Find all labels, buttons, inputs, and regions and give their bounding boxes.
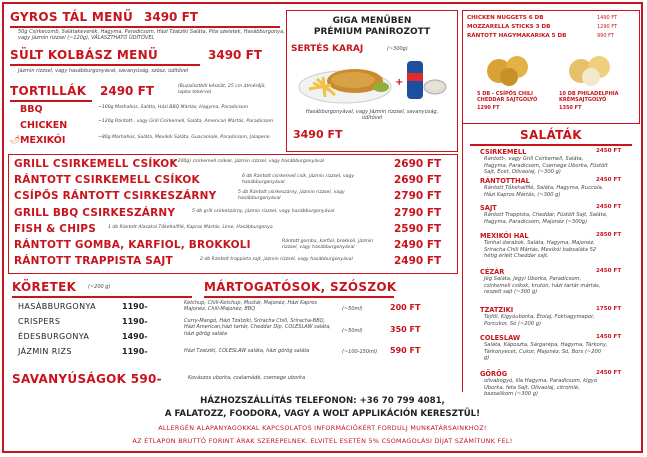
main-4-desc: 5 db grill csirkeszárny, jázmin rizzsel, vagy hasábburgonyával	[192, 209, 335, 214]
salad-4-price: 2850 FT	[596, 232, 622, 238]
giga-menu-box	[286, 10, 458, 152]
snacks-box	[462, 10, 640, 124]
main-5-desc: 1 db Rántott Alaszkai Tőkehalfilé, Kapros Mártás, Lime, Hasábburgonya	[108, 225, 273, 230]
chili-icon: 🌶	[10, 135, 21, 144]
delivery-apps: A FALATOZZ, FOODORA, VAGY A WOLT APPLIKÁCIÓN KERESZTÜL!	[164, 409, 481, 419]
main-7-desc: 2 db Rántott trappista sajt, jázmin rizzsel, vagy hasábburgonyával	[200, 257, 353, 262]
main-5-price: 2590 FT	[394, 223, 442, 235]
philly-price: 1350 FT	[559, 105, 582, 111]
tortilla-note: (Buzalisztből készült, 25 cm átmérőjű, lapba tekerve)	[178, 84, 266, 95]
tortilla-price: 2490 FT	[100, 84, 154, 98]
snack-1-name: CHICKEN NUGGETS 6 DB	[467, 15, 544, 21]
main-1-desc: (~200g) csirkemell csíkok, jázmin rizzsel, vagy hasábburgonyával	[172, 159, 324, 164]
snack-1-price: 1490 FT	[597, 15, 618, 21]
giga-weight: (~300g)	[387, 46, 408, 52]
main-2-price: 2690 FT	[394, 174, 442, 186]
gyros-price: 3490 FT	[144, 10, 198, 24]
salad-5-desc: Jég Saláta, Jégyi Uborka, Paradicsom, csirkemell csíkok, kruton, házi tartár mártás, reszelt sajt (~300 g)	[484, 276, 601, 296]
sauce-1-price: 200 FT	[390, 303, 421, 312]
sauce-2-weight: (~50ml)	[342, 328, 363, 334]
sauce-3-desc: Házi Tzatziki, COLESLAW saláta, házi görög saláta	[184, 348, 310, 354]
salad-2-price: 2450 FT	[596, 177, 622, 183]
gyros-title: GYROS TÁL MENÜ	[10, 10, 134, 24]
salad-8-desc: olívabogyó, lila Hagyma, Paradicsom, kígyó Uborka, feta Sajt, Olívaolaj, citromlé, bazsalikom (~300 g)	[484, 378, 598, 398]
koretek-title: KÖRETEK	[12, 280, 77, 294]
salad-6-price: 1750 FT	[596, 306, 622, 312]
savanyu-title: SAVANYÚSÁGOK 590-	[12, 372, 162, 386]
snack-2-price: 1290 FT	[597, 24, 618, 30]
cream-cheese-balls-image	[563, 47, 623, 87]
koretek-underline	[12, 296, 192, 298]
sauce-3-weight: (~100-150ml)	[342, 349, 378, 355]
main-1-price: 2690 FT	[394, 158, 442, 170]
salad-7-desc: Saláta, Káposzta, Sárgarépa, Hagyma, Tárkony, Tárkonyecet, Cukor, Majonéz, Só, Bors (~200 g)	[484, 342, 608, 362]
snack-3-price: 990 FT	[597, 33, 614, 39]
giga-price: 3490 FT	[293, 128, 343, 141]
salad-2-name: RÁNTOTTHAL	[480, 177, 530, 185]
tortilla-chicken-name: CHICKEN	[20, 120, 68, 131]
side-2-name: CRISPERS	[18, 317, 61, 326]
giga-plus: +	[395, 77, 404, 88]
salad-1-name: CSIRKEMELL	[480, 148, 527, 156]
allergen-note: ALLERGÉN ALAPANYAGOKKAL KAPCSOLATOS INFORMÁCIÓKÉRT FORDULJ MUNKATÁRSAINKHOZ!	[158, 424, 487, 432]
tortilla-bbq-name: BBQ	[20, 104, 43, 115]
main-4-name: GRILL BBQ CSIRKESZÁRNY	[14, 207, 176, 219]
philly-name: 10 DB PHILADELPHIA KRÉMSAJTGOLYÓ	[559, 91, 619, 103]
snack-2-name: MOZZARELLA STICKS 3 DB	[467, 24, 551, 30]
salad-3-name: SAJT	[480, 204, 497, 212]
giga-title-3: SERTÉS KARAJ	[291, 44, 364, 54]
kolbasz-title: SÜLT KOLBÁSZ MENÜ	[10, 48, 158, 62]
price-note: AZ ÉTLAPON BRUTTÓ FORINT ÁRAK SZEREPELNEK. ELVITEL ESETÉN 5% CSOMAGOLÁSI DÍJAT SZÁMÍTUNK FEL!	[132, 437, 513, 445]
salad-6-name: TZATZIKI	[480, 306, 514, 314]
tortilla-bbq-desc: ~100g Marhahús, Saláta, Házi BBQ Mártás, Hagyma, Paradicsom	[98, 105, 249, 110]
menu-frame	[2, 2, 643, 453]
delivery-phone: HÁZHOZSZÁLLÍTÁS TELEFONON: +36 70 799 4081,	[200, 396, 445, 406]
main-3-desc: 5 db Rántott csirkeszárny, jázmin rizzsel, vagy hasábburgonyával	[238, 190, 345, 201]
schnitzel-plate-image	[295, 55, 449, 105]
kolbasz-price: 3490 FT	[208, 48, 262, 62]
main-4-price: 2790 FT	[394, 207, 442, 219]
sauces-underline	[204, 296, 394, 298]
kolbasz-desc: Jázmin rizzsel, vagy hasábburgonyával, savanyúság, szósz, üdítővel	[18, 68, 189, 74]
main-1-name: GRILL CSIRKEMELL CSÍKOK	[14, 158, 178, 170]
sauce-3-price: 590 FT	[390, 346, 421, 355]
side-3-name: ÉDESBURGONYA	[18, 332, 90, 341]
salad-8-name: GÖRÖG	[480, 370, 508, 378]
kolbasz-underline	[10, 64, 200, 66]
main-5-name: FISH & CHIPS	[14, 223, 96, 235]
sauce-2-price: 350 FT	[390, 325, 421, 334]
main-6-name: RÁNTOTT GOMBA, KARFIOL, BROKKOLI	[14, 239, 251, 251]
salad-5-price: 2450 FT	[596, 268, 622, 274]
salad-8-price: 2450 FT	[596, 370, 622, 376]
giga-title-2: PRÉMIUM PANÍROZOTT	[313, 27, 431, 37]
main-3-name: CSÍPŐS RÁNTOTT CSIRKESZÁRNY	[14, 190, 217, 202]
tortilla-title: TORTILLÁK	[10, 84, 87, 98]
salads-underline	[470, 144, 632, 146]
side-1-name: HASÁBBURGONYA	[18, 302, 96, 311]
salad-6-desc: Tejföl, Kígyóuborka, Étolaj, Fokhagymapor, Porcukor, Só (~200 g)	[484, 314, 595, 327]
jalapeno-price: 1290 FT	[477, 105, 500, 111]
salad-7-price: 1450 FT	[596, 334, 622, 340]
salad-5-name: CÉZÁR	[480, 268, 505, 276]
side-4-name: JÁZMIN RIZS	[18, 347, 72, 356]
jalapeno-name: 5 DB - CSÍPŐS CHILI CHEDDAR SAJTGOLYÓ	[477, 91, 538, 103]
gyros-desc: 50g Csirkecomb, Salátakeverék, Hagyma, Paradicsom, Házi Tzatziki Saláta, Pita szeletek, Hasábburgonya, vagy jázmin rizzsel (~120g), VÁLASZTHATÓ ÜDÍTŐVEL	[18, 29, 285, 41]
tortilla-mexikoi-desc: ~80g Marhahús, Saláta, Mexikói Saláta, Guacamole, Paradicsom, Jalapeno	[98, 135, 270, 140]
snack-3-name: RÁNTOTT HAGYMAKARIKA 5 DB	[467, 33, 567, 39]
side-4-price: 1190-	[122, 347, 148, 356]
main-7-name: RÁNTOTT TRAPPISTA SAJT	[14, 255, 173, 267]
main-2-desc: 6 db Rántott csirkemell csík, jázmin rizzsel, vagy hasábburgonyával	[242, 174, 355, 185]
gyros-underline	[10, 26, 280, 28]
tortilla-mexikoi-name: MEXIKÓI	[20, 135, 66, 146]
sauce-2-desc: Curry-Mangó, Házi Tzatziki, Sriracha Chili, Sriracha-BBQ, Házi American,házi tartár, Cheddar Dip, COLESLAW saláta, házi görög saláta	[184, 318, 331, 337]
salad-1-desc: Rántott-, vagy Grill Csirkemell, Saláta, Hagyma, Paradicsom, Csemege Uborka, Füstölt Sajt, Ecet, Olívaolaj, (~300 g)	[484, 156, 608, 176]
tortilla-underline	[10, 100, 92, 102]
salad-4-desc: Tonhal darabok, Saláta, Hagyma, Majonéz, Sriracha Chili Mártás, Mexikói babsaláta 52 hétig érlelt Cheddar sajt.	[484, 240, 597, 260]
koretek-weight: (~200 g)	[88, 284, 111, 290]
sauces-title: MÁRTOGATÓSOK, SZÓSZOK	[204, 280, 397, 294]
sauce-1-weight: (~50ml)	[342, 306, 363, 312]
salad-1-price: 2450 FT	[596, 148, 622, 154]
main-6-desc: Rántott gomba, karfiol, brokkoli, jázmin rizzsel, vagy hasábburgonyával	[282, 239, 374, 250]
salad-3-price: 2450 FT	[596, 204, 622, 210]
cheese-balls-image	[481, 47, 541, 87]
side-3-price: 1490-	[122, 332, 148, 341]
tortilla-chicken-desc: ~120g Rántott-, vagy Grill Csirkemell, Saláta, American Mártás, Paradicsom	[98, 119, 274, 124]
salad-2-desc: Rántott Tőkehalfilé, Saláta, Hagyma, Ruccola, Házi Kapros Mártás, (~300 g)	[484, 185, 604, 198]
side-1-price: 1190-	[122, 302, 148, 311]
giga-title-1: GIGA MENÜBEN	[332, 16, 412, 26]
savanyu-desc: Kovászos uborka, csalamádé, csemege uborka	[188, 375, 306, 381]
main-7-price: 2490 FT	[394, 255, 442, 267]
salad-3-desc: Rántott Trappista, Cheddar, Füstölt Sajt, Saláta, Hagyma, Paradicsom, Majonéz (~300g)	[484, 212, 608, 225]
salad-4-name: MEXIKÓI HAL	[480, 232, 529, 240]
main-3-price: 2790 FT	[394, 190, 442, 202]
main-2-name: RÁNTOTT CSIRKEMELL CSÍKOK	[14, 174, 200, 186]
salads-title: SALÁTÁK	[520, 128, 582, 142]
side-2-price: 1190-	[122, 317, 148, 326]
main-6-price: 2490 FT	[394, 239, 442, 251]
sauce-1-desc: Ketchup, Chili-Ketchup, Mustár, Majonéz, Házi Kapros Majonéz, Chili-Majonéz, BBQ	[184, 300, 318, 313]
giga-desc: Hasábburgonyával, vagy Jázmin rizzsel, savanyúság, üdítővel	[305, 109, 439, 121]
salad-7-name: COLESLAW	[480, 334, 521, 342]
